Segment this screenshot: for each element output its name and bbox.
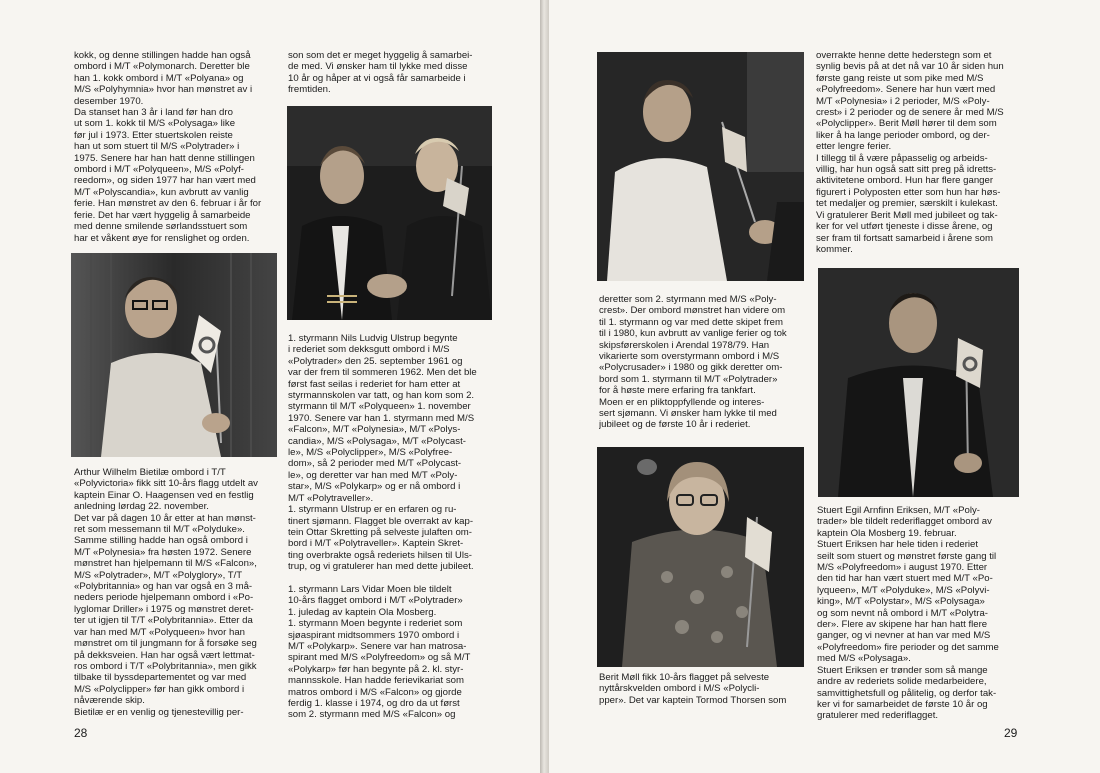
right-col1-caption: Berit Møll fikk 10-års flagget på selveste nyttårskvelden ombord i M/S «Polycli- pper». Det var kaptein Tormod Thorsen som xyxy=(599,672,787,706)
page-number-left: 28 xyxy=(74,726,88,740)
photo-ulstrup-handshake-image xyxy=(287,106,492,320)
left-col1-bottom-text: Arthur Wilhelm Bietilæ ombord i T/T «Polyvictoria» fikk sitt 10-års flagg utdelt av kaptein Einar O. Haagensen ved en festlig anledning lørdag 22. november. Det var på dagen 10 år etter at han mønst- ret som messemann til M/T «Polyduke». Samme stilling hadde han også ombord i M/T «Polynesia» fra høsten 1972. Senere mønstret han hjelpemann til M/S «Falcon», M/S «Polytrader», M/T «Polyglory», T/T «Polybritannia» og han var også en 3 må- neders periode hjelpemann ombord i «Po- lyglomar Driller» i 1975 og mønstret deret- ter ut igjen til T/T «Polybritannia». Etter da var han med M/T «Polyqueen» hvor han mønstret om til jungmann for å forsøke seg på dekksveien. Han har også vært lettmat- ros ombord i T/T «Polybritannia», men gikk tilbake til byssdepartementet og var med M/S «Polyclipper» før han gikk ombord i nåværende skip. Bietilæ er en venlig og tjenestevillig per- xyxy=(74,467,258,718)
photo-berit-moll xyxy=(597,447,804,667)
right-col2-top-text: overrakte henne dette hederstegn som et synlig bevis på at det nå var 10 år siden hun første gang reiste ut som pike med M/S «Polyfreedom». Senere har hun vært med M/T «Polynesia» i 2 perioder, M/S «Poly- crest» i 2 perioder og de senere år med M/S «Polyclipper». Berit Møll hører til dem som liker å ha lange perioder ombord, og der- etter lengre ferier. I tillegg til å være påpasselig og arbeids- villig, har hun også satt sitt preg på idretts- aktivitetene ombord. Hun har flere ganger figurert i Polyposten etter som hun har høs- tet medaljer og premier, særskilt i kulekast. Vi gratulerer Berit Møll med jubileet og tak- ker for vel utført tjeneste i disse årene, og ser fram til fortsatt samarbeid i årene som kommer. xyxy=(816,50,1004,255)
photo-ulstrup-handshake xyxy=(287,106,492,320)
photo-arthur-bietilae-image xyxy=(71,253,277,457)
left-page xyxy=(0,0,540,773)
book-gutter xyxy=(540,0,549,773)
right-col2-bottom-text: Stuert Egil Arnfinn Eriksen, M/T «Poly- trader» ble tildelt rederiflagget ombord av kaptein Ola Mosberg 19. februar. Stuert Eriksen har hele tiden i rederiet seilt som stuert og mønstret første gang til M/S «Polyfreedom» i august 1970. Etter den tid har han vært stuert med M/T «Po- lyqueen», M/T «Polyduke», M/S «Polyvi- king», M/T «Polystar», M/S «Polysaga» og som nevnt nå ombord i M/T «Polytra- der». Flere av skipene har han hatt flere ganger, og vi nevner at han var med M/S «Polyfreedom» fire perioder og det samme med M/S «Polysaga». Stuert Eriksen er trønder som så mange andre av rederiets solide medarbeidere, samvittighetsfull og pålitelig, og derfor tak- ker vi for samarbeidet de første 10 år og gratulerer med rederiflagget. xyxy=(817,505,999,722)
left-col1-top-text: kokk, og denne stillingen hadde han også ombord i M/T «Polymonarch. Deretter ble han 1. kokk ombord i M/T «Polyana» og M/S «Polyhymnia» hvor han mønstret av i desember 1970. Da stanset han 3 år i land før han dro ut som 1. kokk til M/S «Polysaga» like før jul i 1973. Etter stuertskolen reiste han ut som stuert til M/S «Polytrader» i 1975. Senere har han hatt denne stillingen ombord i M/T «Polyqueen», M/S «Polyf- reedom», og siden 1977 har han vært med M/T «Polyscandia», kun avbrutt av vanlig ferie. Han mønstret av den 6. februar i år for ferie. Det har vært hyggelig å samarbeide med denne smilende sørlandsstuert som har et våkent øye for renslighet og orden. xyxy=(74,50,262,244)
photo-berit-moll-image xyxy=(597,447,804,667)
photo-arthur-bietilae xyxy=(71,253,277,457)
photo-eriksen-with-flag xyxy=(818,268,1019,497)
left-col2-bottom-text: 1. styrmann Nils Ludvig Ulstrup begynte i rederiet som dekksgutt ombord i M/S «Polytrader» den 25. september 1961 og var der frem til sommeren 1962. Men det ble først fast seilas i rederiet for ham etter at styrmannskolen var tatt, og han kom som 2. styrmann til M/T «Polyqueen» 1. november 1970. Senere var han 1. styrmann med M/S «Falcon», M/T «Polynesia», M/T «Polys- candia», M/S «Polysaga», M/T «Polycast- le», M/S «Polyclipper», M/S «Polyfree- dom», så 2 perioder med M/T «Polycast- le», og deretter var han med M/T «Poly- star», M/S «Polykarp» og er nå ombord i M/T «Polytraveller». 1. styrmann Ulstrup er en erfaren og ru- tinert sjømann. Flagget ble overrakt av kap- tein Ottar Skretting på selveste julaften om- bord i M/T «Polytraveller». Kaptein Skret- ting overbrakte også rederiets hilsen til Uls- trup, og vi gratulerer han med dette jubileet. 1. styrmann Lars Vidar Moen ble tildelt 10-års flagget ombord i M/T «Polytrader» 1. juledag av kaptein Ola Mosberg. 1. styrmann Moen begynte i rederiet som sjøaspirant midtsommers 1970 ombord i M/T «Polykarp». Senere var han matrosa- spirant med M/S «Polyfreedom» og så M/T «Polykarp» før han begynte på 2. kl. styr- mannsskole. Han hadde ferievikariat som matros ombord i M/S «Falcon» og gjorde ferdig 1. klasse i 1974, og dro da ut først som 2. styrmann med M/S «Falcon» og xyxy=(288,333,477,721)
left-col2-top-text: son som det er meget hyggelig å samarbei- de med. Vi ønsker ham til lykke med disse 10 år og håper at vi også får samarbeide i fremtiden. xyxy=(288,50,473,96)
photo-moen-receiving-flag-image xyxy=(597,52,804,281)
page-number-right: 29 xyxy=(1004,726,1018,740)
photo-moen-receiving-flag xyxy=(597,52,804,281)
right-page xyxy=(549,0,1100,773)
right-col1-middle-text: deretter som 2. styrmann med M/S «Poly- crest». Der ombord mønstret han videre om til 1. styrmann og var med dette skipet frem til i 1980, kun avbrutt av vanlige ferier og tok skipsførerskolen i Arendal 1978/79. Han vikarierte som overstyrmann ombord i M/S «Polycrusader» i 1980 og gikk deretter om- bord som 1. styrmann til M/T «Polytrader» for å høste mere erfaring fra tankfart. Moen er en pliktoppfyllende og interes- sert sjømann. Vi ønsker ham lykke til med jubileet og de første 10 år i rederiet. xyxy=(599,294,787,431)
photo-eriksen-with-flag-image xyxy=(818,268,1019,497)
